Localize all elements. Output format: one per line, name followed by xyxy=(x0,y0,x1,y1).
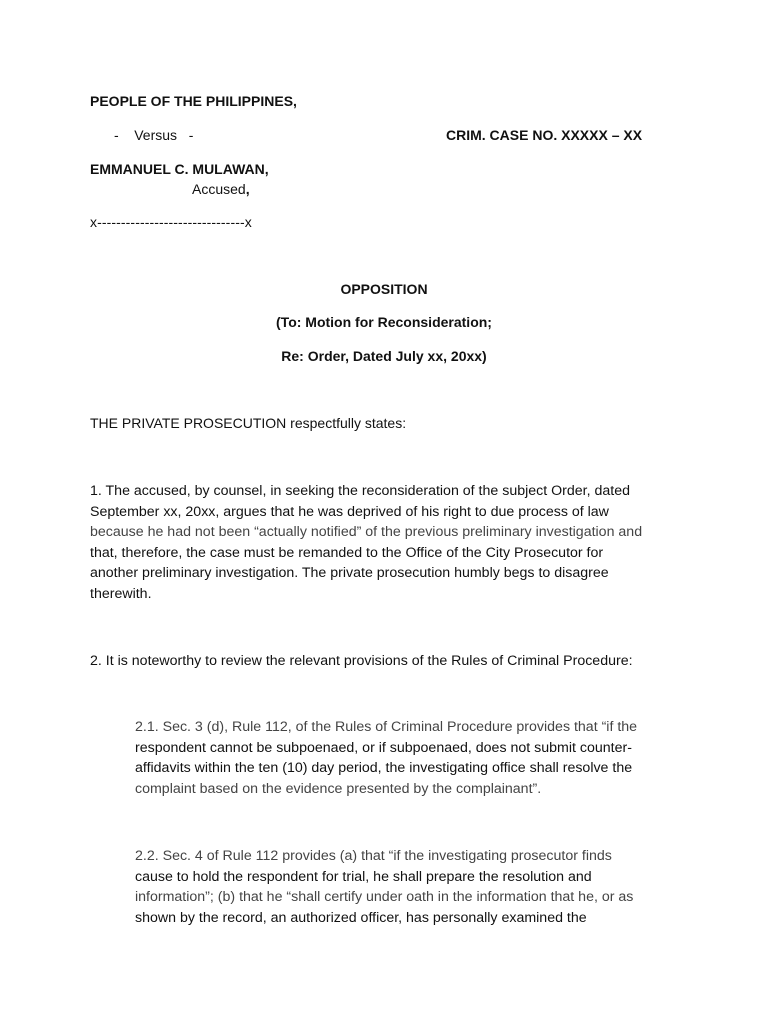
paragraph-1-line: therewith. xyxy=(90,585,152,602)
paragraph-1-line: because he had not been “actually notified” of the previous preliminary investigation and xyxy=(90,524,643,540)
intro-statement: THE PRIVATE PROSECUTION respectfully states: xyxy=(90,415,407,431)
plaintiff-name: PEOPLE OF THE PHILIPPINES, xyxy=(90,93,297,109)
paragraph-2-2-line: cause to hold the respondent for trial, he shall prepare the resolution and xyxy=(135,868,592,885)
paragraph-2-1-line: respondent cannot be subpoenaed, or if subpoenaed, does not submit counter- xyxy=(135,739,632,756)
accused-name: EMMANUEL C. MULAWAN, xyxy=(90,161,269,177)
paragraph-1-line: that, therefore, the case must be remanded to the Office of the City Prosecutor for xyxy=(90,544,604,561)
paragraph-2-2-line: information”; (b) that he “shall certify under oath in the information that he, or as xyxy=(135,889,634,905)
paragraph-1-line: another preliminary investigation. The private prosecution humbly begs to disagree xyxy=(90,565,609,581)
paragraph-2-2 xyxy=(135,846,633,928)
paragraph-2-1-line: complaint based on the evidence presented by the complainant”. xyxy=(135,780,542,797)
versus-label: - Versus - xyxy=(114,127,194,143)
case-number: CRIM. CASE NO. XXXXX – XX xyxy=(446,127,643,143)
accused-comma: , xyxy=(245,181,250,197)
paragraph-1-line: September xx, 20xx, argues that he was deprived of his right to due process of law xyxy=(90,503,609,520)
accused-label-line xyxy=(192,181,250,197)
accused-label: Accused xyxy=(192,181,246,197)
caption-divider: x-------------------------------x xyxy=(90,214,252,230)
document-title: OPPOSITION xyxy=(340,281,428,297)
document-subtitle-1: (To: Motion for Reconsideration; xyxy=(276,314,492,330)
paragraph-2-1 xyxy=(135,717,637,799)
paragraph-1-line: 1. The accused, by counsel, in seeking the reconsideration of the subject Order, dated xyxy=(90,483,630,499)
paragraph-2-1-line: affidavits within the ten (10) day period, the investigating office shall resolve the xyxy=(135,760,633,776)
paragraph-2-2-line: shown by the record, an authorized officer, has personally examined the xyxy=(135,909,587,926)
paragraph-2-2-line: 2.2. Sec. 4 of Rule 112 provides (a) that “if the investigating prosecutor finds xyxy=(135,848,612,864)
paragraph-2-1-line: 2.1. Sec. 3 (d), Rule 112, of the Rules of Criminal Procedure provides that “if the xyxy=(135,719,638,735)
document-subtitle-2: Re: Order, Dated July xx, 20xx) xyxy=(281,348,487,364)
paragraph-1 xyxy=(90,481,642,604)
paragraph-2-text: 2. It is noteworthy to review the relevant provisions of the Rules of Criminal Procedure: xyxy=(90,653,633,669)
paragraph-2 xyxy=(90,651,633,672)
